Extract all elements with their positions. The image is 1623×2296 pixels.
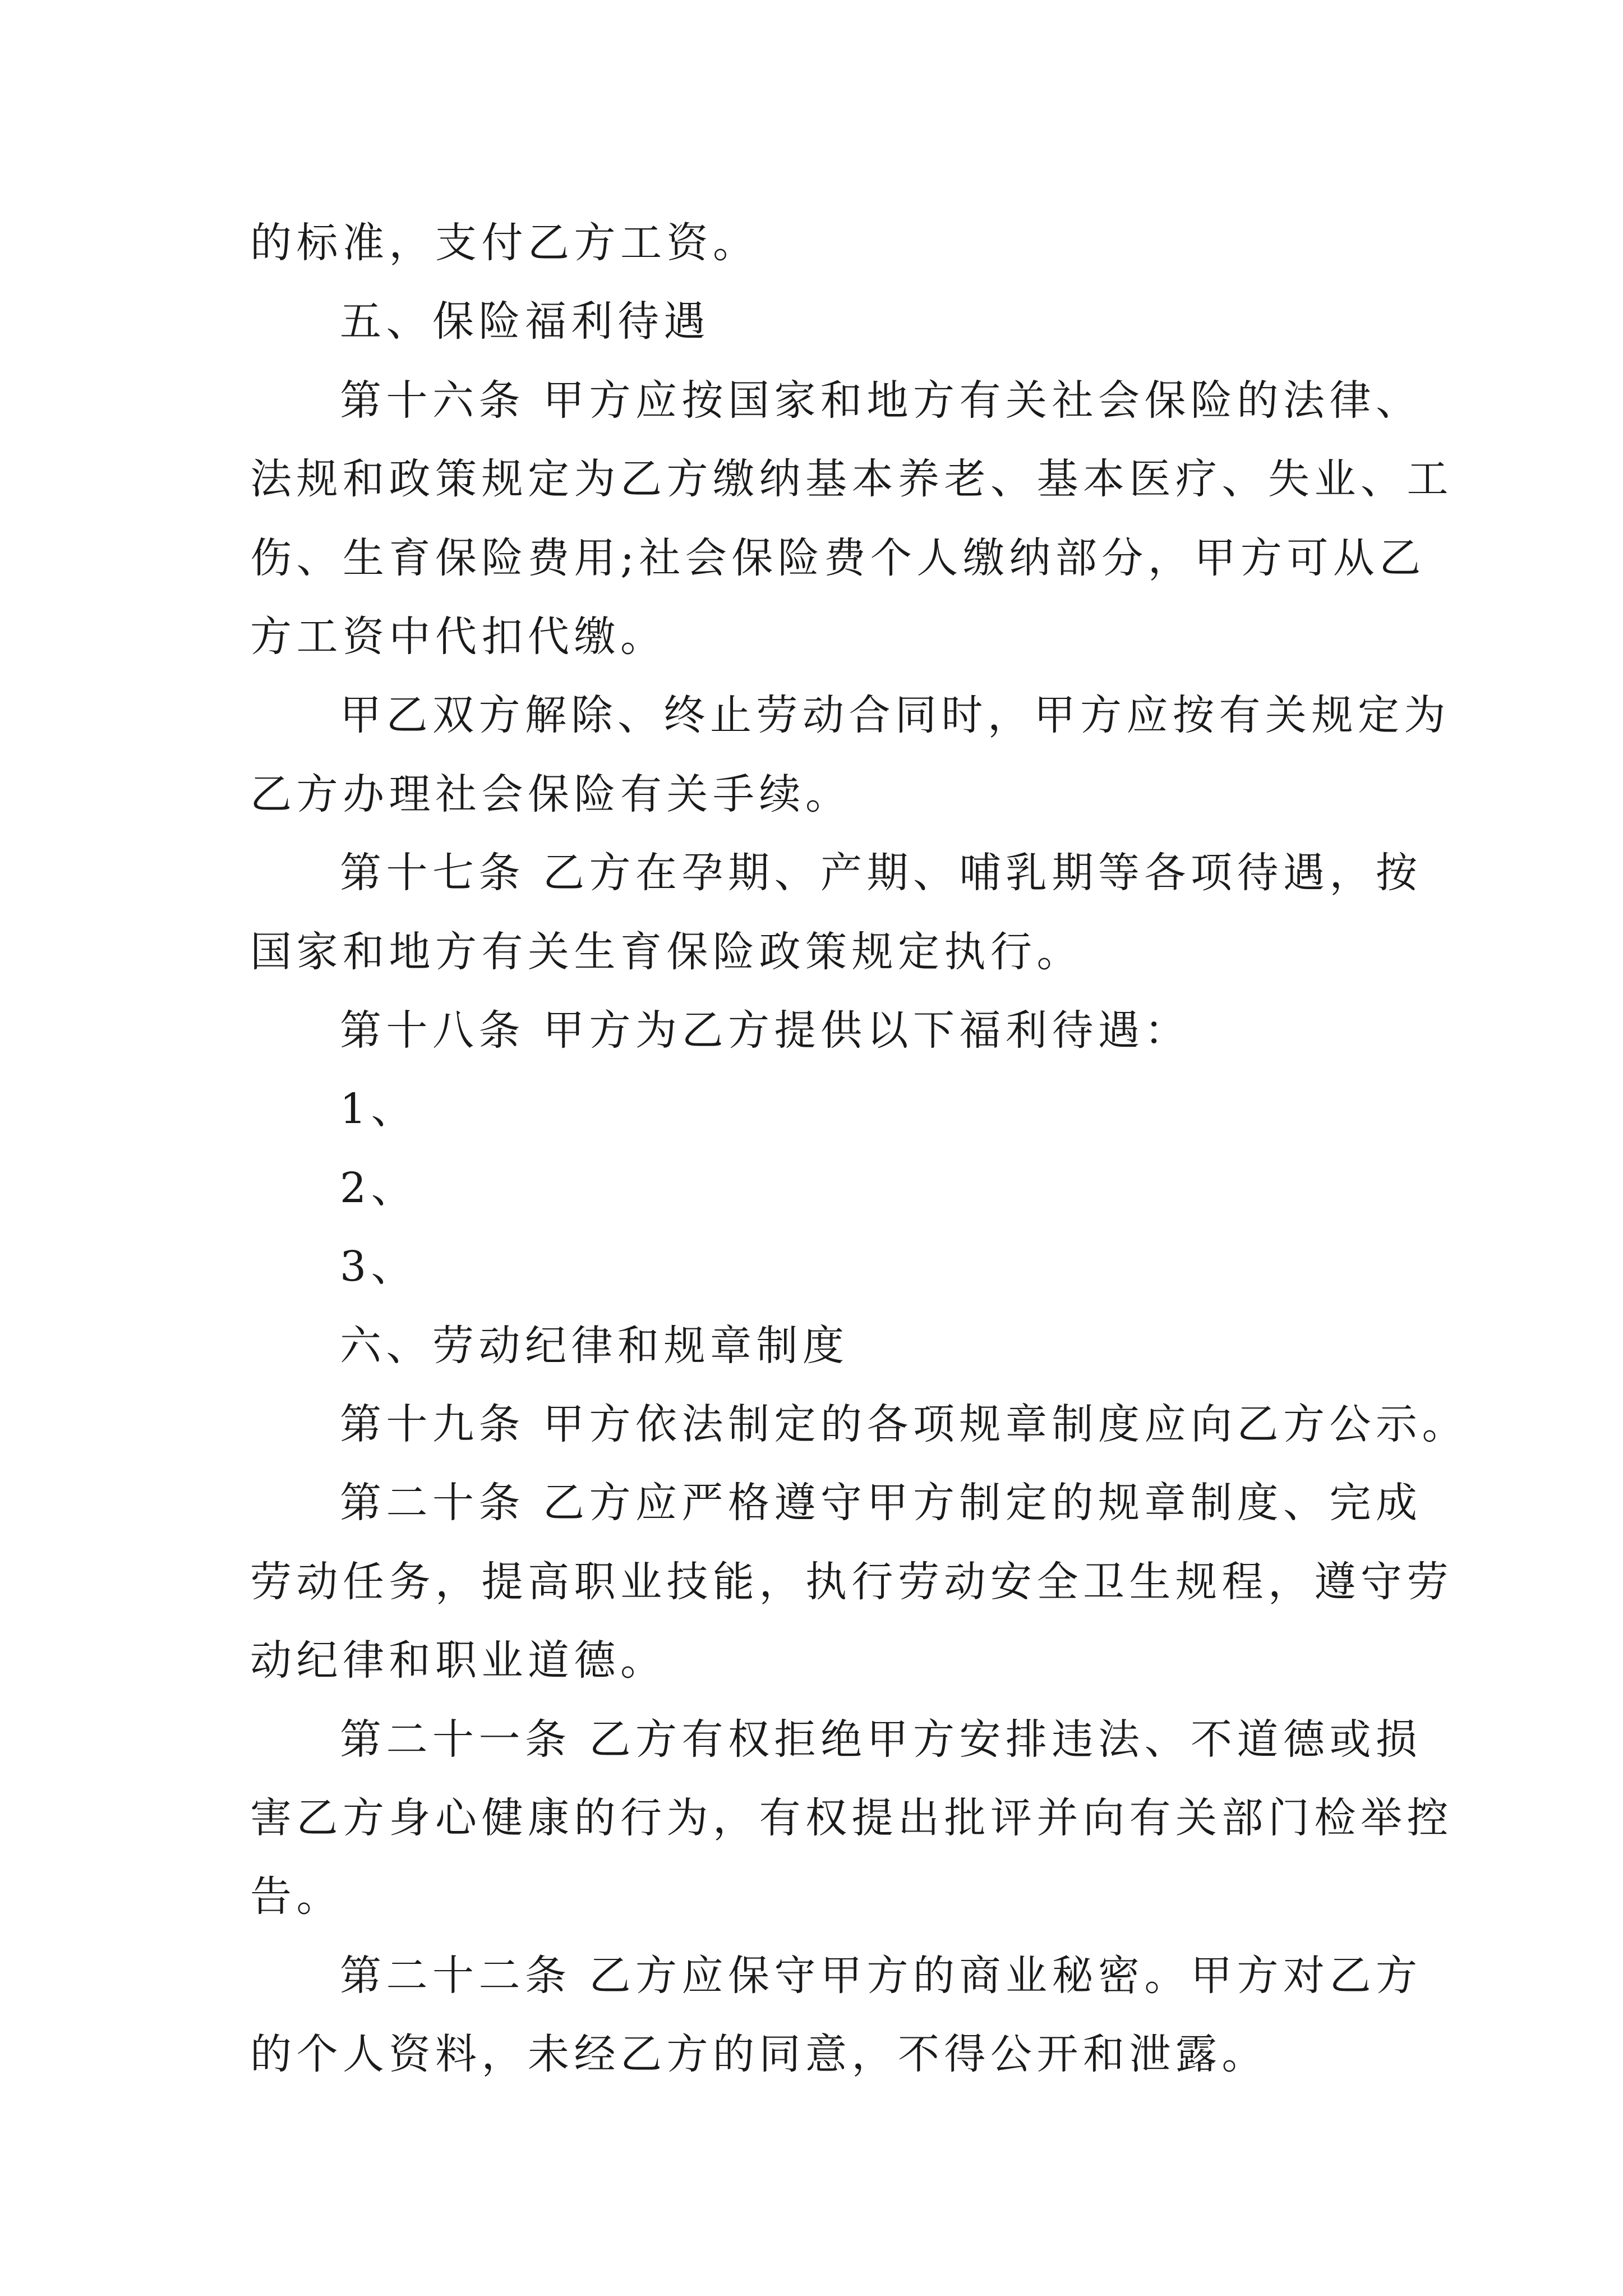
text-line: 动纪律和职业道德。	[250, 1636, 667, 1685]
text-line: 害乙方身心健康的行为，有权提出批评并向有关部门检举控	[250, 1794, 1453, 1842]
text-line: 法规和政策规定为乙方缴纳基本养老、基本医疗、失业、工	[250, 455, 1453, 503]
text-line: 的标准，支付乙方工资。	[250, 219, 759, 267]
text-line: 的个人资料，未经乙方的同意，不得公开和泄露。	[250, 2030, 1268, 2078]
list-item: 3、	[340, 1243, 418, 1291]
text-line: 第二十条 乙方应严格遵守甲方制定的规章制度、完成	[340, 1479, 1422, 1527]
section-heading: 六、劳动纪律和规章制度	[340, 1322, 849, 1370]
text-line: 告。	[250, 1872, 343, 1921]
text-line: 方工资中代扣代缴。	[250, 613, 667, 661]
text-line: 劳动任务，提高职业技能，执行劳动安全卫生规程，遵守劳	[250, 1558, 1453, 1606]
text-line: 国家和地方有关生育保险政策规定执行。	[250, 928, 1083, 976]
text-line: 乙方办理社会保险有关手续。	[250, 770, 852, 818]
text-line: 第二十二条 乙方应保守甲方的商业秘密。甲方对乙方	[340, 1952, 1422, 2000]
text-line: 第十八条 甲方为乙方提供以下福利待遇：	[340, 1006, 1191, 1055]
text-line: 第十九条 甲方依法制定的各项规章制度应向乙方公示。	[340, 1400, 1469, 1448]
text-line: 第二十一条 乙方有权拒绝甲方安排违法、不道德或损	[340, 1715, 1422, 1764]
list-item: 1、	[340, 1085, 418, 1133]
text-line: 伤、生育保险费用;社会保险费个人缴纳部分，甲方可从乙	[250, 534, 1426, 582]
text-line: 第十六条 甲方应按国家和地方有关社会保险的法律、	[340, 376, 1422, 425]
list-item: 2、	[340, 1164, 418, 1212]
text-line: 甲乙双方解除、终止劳动合同时，甲方应按有关规定为	[340, 691, 1450, 739]
section-heading: 五、保险福利待遇	[340, 297, 710, 346]
text-line: 第十七条 乙方在孕期、产期、哺乳期等各项待遇，按	[340, 849, 1422, 897]
